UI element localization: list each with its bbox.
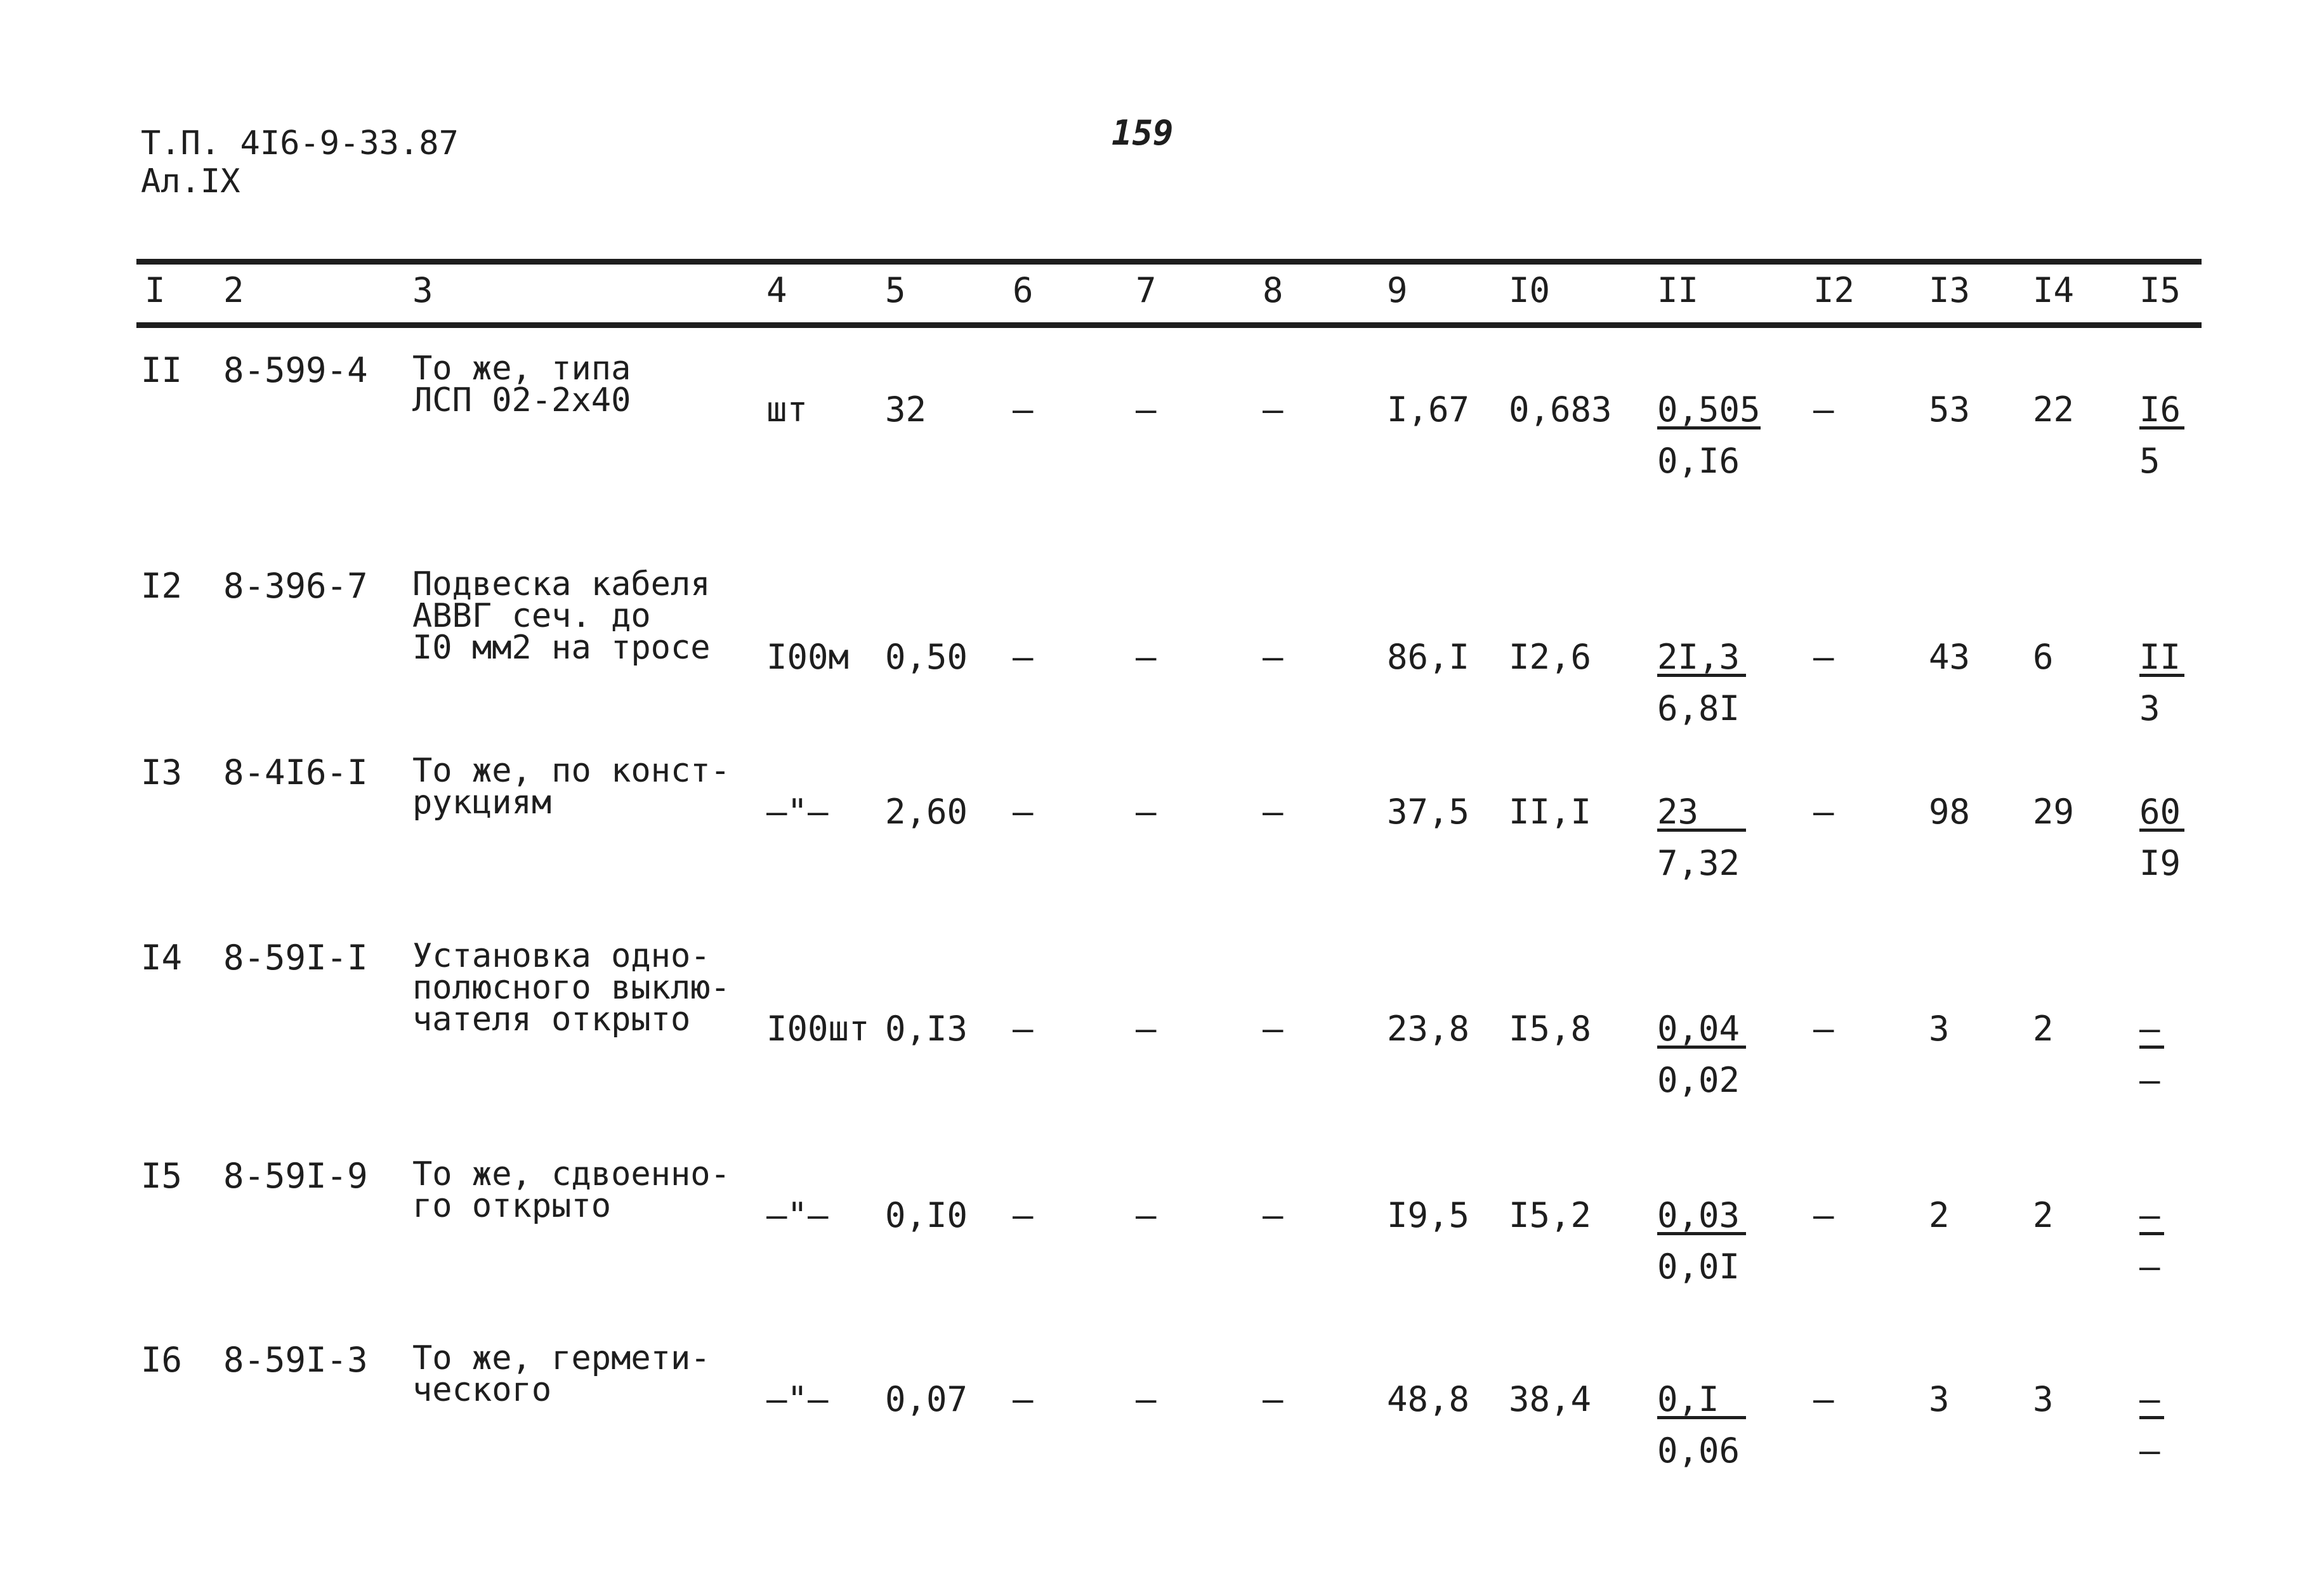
col-15-fraction bbox=[2139, 639, 2184, 726]
col-13-value: 2 bbox=[1929, 1195, 1950, 1235]
quantity: 0,I0 bbox=[885, 1195, 968, 1235]
quantity: 32 bbox=[885, 390, 927, 430]
quantity: 0,50 bbox=[885, 637, 968, 677]
col-15-fraction bbox=[2139, 794, 2184, 881]
col-10-value: II,I bbox=[1509, 792, 1592, 832]
col-10-value: 38,4 bbox=[1509, 1379, 1592, 1419]
column-header: 3 bbox=[412, 270, 433, 310]
col-11-denominator: 7,32 bbox=[1657, 843, 1740, 883]
work-description: Подвеска кабеля АВВГ сеч. до I0 мм2 на тросе bbox=[412, 565, 711, 667]
column-header: 6 bbox=[1013, 270, 1034, 310]
unit: I00шт bbox=[766, 1009, 870, 1049]
col-11-fraction bbox=[1657, 1011, 1746, 1098]
estimate-code: 8-599-4 bbox=[223, 350, 368, 390]
estimate-code: 8-59I-I bbox=[223, 938, 368, 978]
col-14-value: 2 bbox=[2033, 1195, 2054, 1235]
col-7-value: – bbox=[1136, 792, 1157, 832]
col-11-fraction bbox=[1657, 1379, 1746, 1471]
col-9-value: 23,8 bbox=[1387, 1009, 1470, 1049]
column-header: 8 bbox=[1263, 270, 1283, 310]
col-9-value: 86,I bbox=[1387, 637, 1470, 677]
col-11-denominator: 0,02 bbox=[1657, 1060, 1740, 1100]
col-12-value: – bbox=[1813, 1195, 1834, 1235]
col-13-value: 3 bbox=[1929, 1009, 1950, 1049]
col-8-value: – bbox=[1263, 637, 1283, 677]
col-9-value: 37,5 bbox=[1387, 792, 1470, 832]
col-6-value: – bbox=[1013, 1009, 1034, 1049]
col-14-value: 2 bbox=[2033, 1009, 2054, 1049]
col-11-numerator: 0,04 bbox=[1657, 1013, 1746, 1049]
col-15-numerator: 60 bbox=[2139, 796, 2184, 832]
col-9-value: 48,8 bbox=[1387, 1379, 1470, 1419]
col-15-denominator: I9 bbox=[2139, 843, 2181, 883]
col-9-value: I9,5 bbox=[1387, 1195, 1470, 1235]
col-15-fraction bbox=[2139, 1195, 2164, 1287]
estimate-code: 8-396-7 bbox=[223, 566, 368, 606]
quantity: 0,07 bbox=[885, 1379, 968, 1419]
work-description: То же, по конст- рукциям bbox=[412, 752, 730, 822]
document-code bbox=[141, 124, 459, 200]
row-number: I4 bbox=[141, 938, 183, 978]
col-14-value: 6 bbox=[2033, 637, 2054, 677]
col-11-denominator: 0,06 bbox=[1657, 1431, 1740, 1471]
table-header-rule bbox=[136, 322, 2202, 328]
row-number: I2 bbox=[141, 566, 183, 606]
col-11-fraction bbox=[1657, 639, 1746, 726]
col-13-value: 53 bbox=[1929, 390, 1971, 430]
col-11-numerator: 0,I bbox=[1657, 1383, 1746, 1419]
col-8-value: – bbox=[1263, 390, 1283, 430]
col-10-value: I5,8 bbox=[1509, 1009, 1592, 1049]
col-13-value: 43 bbox=[1929, 637, 1971, 677]
col-9-value: I,67 bbox=[1387, 390, 1470, 430]
column-header: I bbox=[145, 270, 166, 310]
work-description: То же, гермети- ческого bbox=[412, 1339, 711, 1409]
col-15-denominator: – bbox=[2139, 1060, 2160, 1100]
col-15-fraction bbox=[2139, 1011, 2164, 1098]
col-15-denominator: 5 bbox=[2139, 441, 2160, 481]
column-header: I4 bbox=[2033, 270, 2075, 310]
col-15-numerator: I6 bbox=[2139, 393, 2184, 430]
document-code-line-2: Ал.IX bbox=[141, 162, 240, 200]
col-11-denominator: 0,0I bbox=[1657, 1247, 1740, 1287]
col-11-fraction bbox=[1657, 392, 1761, 479]
column-header: 7 bbox=[1136, 270, 1157, 310]
col-14-value: 3 bbox=[2033, 1379, 2054, 1419]
col-11-numerator: 23 bbox=[1657, 796, 1746, 832]
col-10-value: I2,6 bbox=[1509, 637, 1592, 677]
unit: шт bbox=[766, 390, 808, 430]
col-8-value: – bbox=[1263, 1009, 1283, 1049]
page-number: 159 bbox=[1112, 113, 1174, 153]
unit: –"– bbox=[766, 792, 829, 832]
row-number: I5 bbox=[141, 1156, 183, 1196]
col-11-numerator: 0,03 bbox=[1657, 1199, 1746, 1235]
col-12-value: – bbox=[1813, 1379, 1834, 1419]
work-description: Установка одно- полюсного выклю- чателя открыто bbox=[412, 937, 730, 1039]
work-description: То же, типа ЛСП 02-2х40 bbox=[412, 350, 631, 419]
col-11-fraction bbox=[1657, 1195, 1746, 1287]
col-7-value: – bbox=[1136, 1379, 1157, 1419]
col-15-numerator: – bbox=[2139, 1383, 2164, 1419]
col-7-value: – bbox=[1136, 1195, 1157, 1235]
col-11-numerator: 0,505 bbox=[1657, 390, 1761, 430]
column-header: II bbox=[1657, 270, 1699, 310]
col-14-value: 22 bbox=[2033, 390, 2075, 430]
col-15-numerator: II bbox=[2139, 641, 2184, 677]
col-7-value: – bbox=[1136, 390, 1157, 430]
col-12-value: – bbox=[1813, 390, 1834, 430]
col-8-value: – bbox=[1263, 1379, 1283, 1419]
column-header: I2 bbox=[1813, 270, 1855, 310]
col-15-fraction bbox=[2139, 1379, 2164, 1471]
col-13-value: 3 bbox=[1929, 1379, 1950, 1419]
row-number: I3 bbox=[141, 752, 183, 792]
row-number: I6 bbox=[141, 1340, 183, 1380]
col-13-value: 98 bbox=[1929, 792, 1971, 832]
col-15-numerator: – bbox=[2139, 1199, 2164, 1235]
col-11-fraction bbox=[1657, 794, 1746, 881]
col-7-value: – bbox=[1136, 637, 1157, 677]
col-15-denominator: – bbox=[2139, 1431, 2160, 1471]
col-15-numerator: – bbox=[2139, 1013, 2164, 1049]
column-header: I3 bbox=[1929, 270, 1971, 310]
col-6-value: – bbox=[1013, 1195, 1034, 1235]
col-8-value: – bbox=[1263, 792, 1283, 832]
column-header: I5 bbox=[2139, 270, 2181, 310]
col-14-value: 29 bbox=[2033, 792, 2075, 832]
col-6-value: – bbox=[1013, 792, 1034, 832]
estimate-code: 8-4I6-I bbox=[223, 752, 368, 792]
col-12-value: – bbox=[1813, 792, 1834, 832]
column-header: 4 bbox=[766, 270, 787, 310]
unit: –"– bbox=[766, 1195, 829, 1235]
table-top-rule bbox=[136, 259, 2202, 265]
col-15-fraction bbox=[2139, 392, 2184, 479]
col-7-value: – bbox=[1136, 1009, 1157, 1049]
column-header: 9 bbox=[1387, 270, 1408, 310]
col-11-denominator: 6,8I bbox=[1657, 688, 1740, 728]
col-6-value: – bbox=[1013, 390, 1034, 430]
unit: I00м bbox=[766, 637, 850, 677]
col-12-value: – bbox=[1813, 1009, 1834, 1049]
quantity: 0,I3 bbox=[885, 1009, 968, 1049]
col-6-value: – bbox=[1013, 637, 1034, 677]
work-description: То же, сдвоенно- го открыто bbox=[412, 1155, 730, 1225]
col-15-denominator: 3 bbox=[2139, 688, 2160, 728]
col-8-value: – bbox=[1263, 1195, 1283, 1235]
col-10-value: 0,683 bbox=[1509, 390, 1612, 430]
col-15-denominator: – bbox=[2139, 1247, 2160, 1287]
column-header: I0 bbox=[1509, 270, 1551, 310]
col-6-value: – bbox=[1013, 1379, 1034, 1419]
col-11-denominator: 0,I6 bbox=[1657, 441, 1740, 481]
row-number: II bbox=[141, 350, 183, 390]
document-code-line-1: Т.П. 4I6-9-33.87 bbox=[141, 124, 459, 162]
quantity: 2,60 bbox=[885, 792, 968, 832]
estimate-code: 8-59I-9 bbox=[223, 1156, 368, 1196]
col-12-value: – bbox=[1813, 637, 1834, 677]
unit: –"– bbox=[766, 1379, 829, 1419]
col-11-numerator: 2I,3 bbox=[1657, 641, 1746, 677]
estimate-code: 8-59I-3 bbox=[223, 1340, 368, 1380]
column-header: 5 bbox=[885, 270, 906, 310]
column-header: 2 bbox=[223, 270, 244, 310]
col-10-value: I5,2 bbox=[1509, 1195, 1592, 1235]
